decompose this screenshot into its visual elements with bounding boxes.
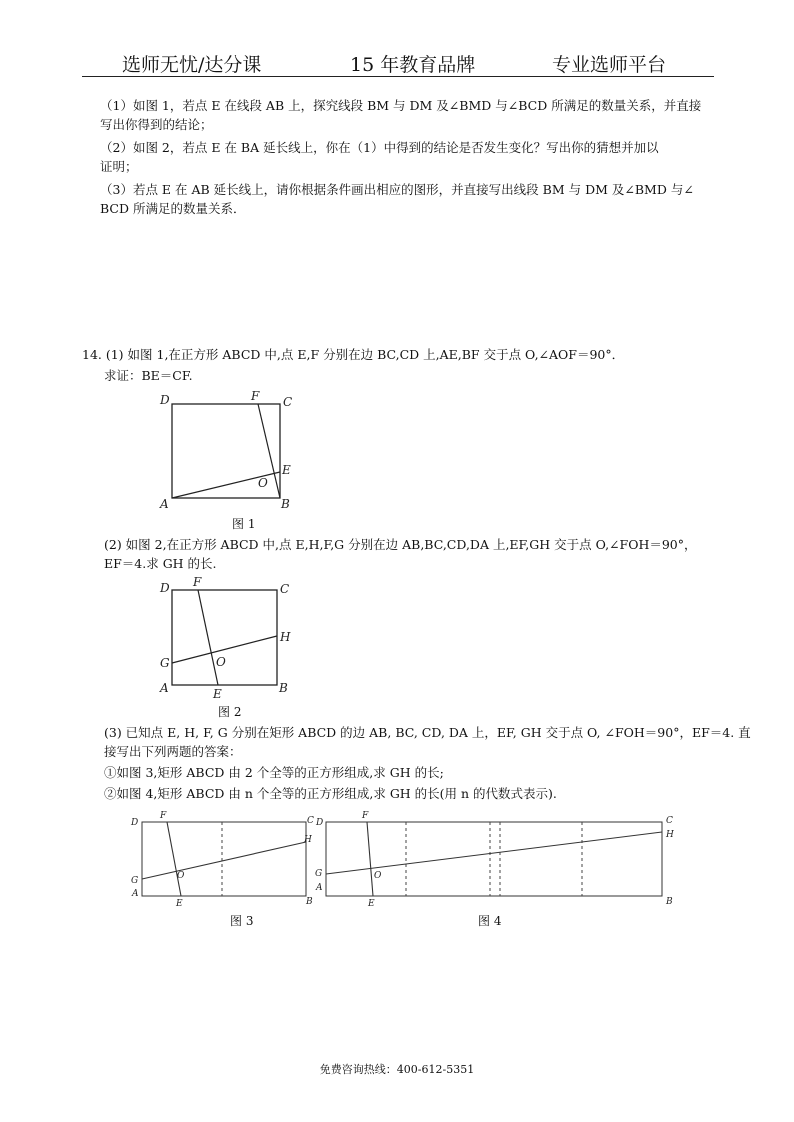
fig4-label-A: A (316, 883, 323, 893)
header-platform: 专业选师平台 (552, 54, 667, 76)
q13-line2: 写出你得到的结论； (100, 117, 213, 132)
fig3-label-D: D (131, 818, 139, 828)
fig2-label-E: E (213, 687, 222, 701)
q14-part2-line2: EF＝4.求 GH 的长. (104, 556, 217, 571)
fig1-label-B: B (281, 497, 290, 511)
fig4-segment-EF (367, 822, 373, 896)
fig2-label-C: C (280, 582, 290, 596)
fig4-caption: 图 4 (478, 914, 502, 928)
q14-part1-line2: 求证：BE＝CF. (104, 368, 193, 383)
fig3-label-E: E (176, 899, 183, 909)
fig3-label-F: F (160, 811, 167, 821)
figure-1 (150, 390, 310, 510)
fig1-label-D: D (160, 393, 170, 407)
fig4-label-H: H (666, 830, 674, 840)
fig2-label-D: D (160, 581, 170, 595)
fig3-label-A: A (132, 889, 139, 899)
fig3-segment-EF (167, 822, 181, 896)
fig3-label-C: C (307, 816, 314, 826)
q14-part3-line4: ②如图 4,矩形 ABCD 由 n 个全等的正方形组成,求 GH 的长(用 n 的代数式表示). (104, 786, 557, 801)
page-footer-hotline: 免费咨询热线：400-612-5351 (319, 1063, 475, 1076)
q14-part3-line3: ①如图 3,矩形 ABCD 由 2 个全等的正方形组成,求 GH 的长; (104, 765, 444, 780)
fig3-segment-GH (142, 842, 306, 879)
fig4-rectangle (326, 822, 662, 896)
q14-part3-line2: 接写出下列两题的答案： (104, 744, 242, 759)
fig2-label-O: O (216, 655, 226, 669)
fig4-segment-GH (326, 832, 662, 874)
figure-4 (310, 808, 690, 908)
fig2-label-G: G (160, 656, 170, 670)
figure-3 (128, 808, 324, 908)
fig2-label-F: F (193, 575, 202, 589)
fig3-label-O: O (177, 871, 185, 881)
figure-2 (150, 575, 310, 705)
fig2-label-A: A (160, 681, 169, 695)
fig2-square (172, 590, 277, 685)
fig1-label-O: O (258, 476, 268, 490)
fig4-label-D: D (316, 818, 324, 828)
fig1-label-C: C (283, 395, 293, 409)
fig4-label-E: E (368, 899, 375, 909)
page-header (82, 48, 714, 77)
fig2-label-H: H (280, 630, 291, 644)
fig1-label-F: F (251, 389, 260, 403)
fig4-label-O: O (374, 871, 382, 881)
fig4-label-F: F (362, 811, 369, 821)
q14-part2-line1: (2) 如图 2,在正方形 ABCD 中,点 E,H,F,G 分别在边 AB,BC,CD,DA 上,EF,GH 交于点 O,∠FOH＝90°， (104, 537, 697, 552)
fig2-segment-EF (198, 590, 218, 685)
fig2-caption: 图 2 (218, 705, 242, 719)
q13-line6: BCD 所满足的数量关系． (100, 201, 246, 216)
fig3-rectangle (142, 822, 306, 896)
q14-part3-line1: (3) 已知点 E, H, F, G 分别在矩形 ABCD 的边 AB, BC, CD, DA 上，EF, GH 交于点 O, ∠FOH＝90°，EF＝4. 直 (104, 725, 751, 740)
fig3-caption: 图 3 (230, 914, 254, 928)
fig2-label-B: B (279, 681, 288, 695)
q13-line5: （3）若点 E 在 AB 延长线上，请你根据条件画出相应的图形，并直接写出线段 BM 与 DM 及∠BMD 与∠ (100, 182, 694, 197)
fig4-label-G: G (315, 869, 323, 879)
fig1-label-E: E (282, 463, 291, 477)
fig4-label-C: C (666, 816, 673, 826)
fig3-label-H: H (304, 835, 312, 845)
q13-line4: 证明； (100, 159, 138, 174)
fig3-label-G: G (131, 876, 139, 886)
q14-part1-line1: 14. (1) 如图 1,在正方形 ABCD 中,点 E,F 分别在边 BC,CD 上,AE,BF 交于点 O,∠AOF＝90°． (82, 347, 625, 362)
fig1-label-A: A (160, 497, 169, 511)
fig1-caption: 图 1 (232, 517, 256, 531)
fig3-label-B: B (306, 897, 313, 907)
q13-line1: （1）如图 1，若点 E 在线段 AB 上，探究线段 BM 与 DM 及∠BMD 与∠BCD 所满足的数量关系，并直接 (100, 98, 702, 113)
header-slogan: 15 年教育品牌 (350, 54, 476, 76)
fig4-label-B: B (666, 897, 673, 907)
header-brand: 选师无忧/达分课 (122, 54, 262, 76)
q13-line3: （2）如图 2，若点 E 在 BA 延长线上，你在（1）中得到的结论是否发生变化？写出你的猜想并加以 (100, 140, 659, 155)
